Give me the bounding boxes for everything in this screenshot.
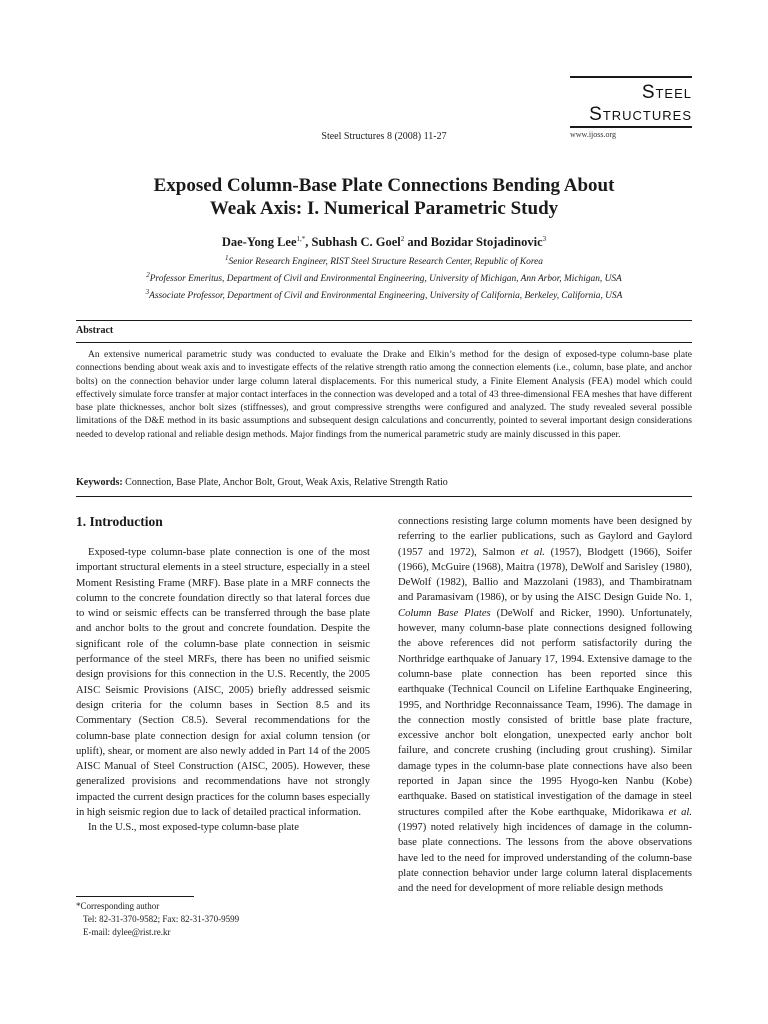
- keywords-label: Keywords:: [76, 477, 123, 488]
- author-1-sup: 1,*: [296, 235, 306, 243]
- title-line-1: Exposed Column-Base Plate Connections Bending About: [153, 175, 615, 196]
- logo-line-1: Steel: [641, 82, 692, 103]
- author-3-sup: 3: [542, 235, 547, 243]
- affiliation-1: [50, 252, 718, 269]
- title-line-2: Weak Axis: I. Numerical Parametric Study: [209, 198, 559, 219]
- affiliation-1-text: Senior Research Engineer, RIST Steel Structure Research Center, Republic of Korea: [228, 257, 543, 268]
- intro-paragraph-1: Exposed-type column-base plate connection is one of the most important structural elements in a steel structure, especially in a steel Moment Resisting Frame (MRF). Base plate in a MRF connects the column to the concrete foundation directly so that lateral forces due to wind or seismic effects can be transferred through the base plate and anchor bolts to the grout and concrete foundation. Despite the significant role of the column-base plate connection in seismic performance of the steel MRFs, there has been no unified seismic design provisions for this connection in the U.S. Recently, the 2005 AISC Seismic Provisions (AISC, 2005) briefly addressed seismic design criteria for the column bases in Section 8.5 and its Commentary (Section C8.5). Several recommendations for the column-base plate connection design for axial column tension (or uplift), shear, or moment are also newly added in Part 14 of the 2005 AISC Manual of Steel Construction (AISC, 2005). However, these generalized provisions and recommendations have not strongly impacted the current design practices for the column bases especially in high seismic region due to lack of detailed practical information.: [76, 547, 370, 819]
- intro-paragraph-continued: [398, 514, 692, 896]
- intro-right-column: [398, 514, 692, 896]
- footnote-phone: Tel: 82-31-370-9582; Fax: 82-31-370-9599: [83, 914, 240, 924]
- keywords-text: Connection, Base Plate, Anchor Bolt, Grout, Weak Axis, Relative Strength Ratio: [125, 477, 448, 488]
- author-sep-1: ,: [305, 235, 312, 250]
- author-sep-2: and: [404, 235, 431, 250]
- journal-logo: [570, 76, 692, 139]
- author-3: Bozidar Stojadinovic: [430, 235, 543, 250]
- intro-left-column: [76, 545, 370, 836]
- section-heading: 1. Introduction: [76, 514, 163, 529]
- author-1: Dae-Yong Lee: [221, 235, 297, 250]
- affiliation-2-sup: 2: [146, 271, 150, 280]
- footnote-corresponding: *Corresponding author: [76, 901, 160, 911]
- affiliation-3-text: Associate Professor, Department of Civil and Environmental Engineering, University of California, Berkeley, California, USA: [149, 291, 623, 302]
- intro-text-c: (DeWolf and Ricker, 1990). Unfortunately, however, many column-base plate connections designed following the above references did not perform satisfactorily during the Northridge earthquake of January 17, 1994. Extensive damage to the column-base plate connection has been reported since this earthquake (Technical Council on Lifeline Earthquake Engineering, 1995, and Northridge Reconnaissance Team, 1996). The damage in the connection mostly consisted of brittle base plate fracture, excessive anchor bolt elongation, unexpected early anchor bolt failure, and concrete crushing (including grout crushing). Similar damage types in the column-base plate connections have also been reported in Japan since the 1995 Hyogo-ken Nanbu (Kobe) earthquake. Based on statistical investigation of the damage in steel structures compiled after the Kobe earthquake, Midorikawa: [398, 607, 693, 818]
- footnote-rule: [76, 896, 194, 897]
- intro-text-b: (1957), Blodgett (1966), Soifer (1966), McGuire (1968), Maitra (1978), DeWolf and Sarisley (1980), DeWolf (1982), Ballio and Mazzolani (1983), and Thambiratnam and Paramasivam (1986), or by using the AISC Design Guide No. 1,: [398, 546, 692, 604]
- journal-reference: Steel Structures 8 (2008) 11-27: [321, 131, 447, 142]
- footnote-email[interactable]: E-mail: dylee@rist.re.kr: [83, 927, 171, 937]
- affiliations: [50, 252, 718, 303]
- journal-url[interactable]: www.ijoss.org: [570, 130, 617, 139]
- author-list: [70, 235, 698, 250]
- intro-paragraph-2: In the U.S., most exposed-type column-base plate: [88, 822, 299, 834]
- affiliation-3: [50, 286, 718, 303]
- intro-etal-1: et al.: [520, 546, 545, 558]
- intro-text-d: (1997) noted relatively high incidences of damage in the column-base plate connections. The lessons from the above observations have led to the need for improved understanding of the column-base plate connection behavior under large column lateral displacements and the need for development of more reliable design methods: [398, 821, 692, 895]
- logo-bottom-rule: [570, 126, 692, 128]
- keywords: [76, 477, 692, 488]
- paper-title: [70, 174, 698, 220]
- abstract-top-rule: [76, 320, 692, 321]
- intro-text-a: connections resisting large column moments have been designed by referring to the earlier publications, such as Gaylord and Gaylord (1957 and 1972), Salmon: [398, 516, 692, 558]
- intro-etal-2: et al.: [668, 806, 692, 818]
- affiliation-2: [50, 269, 718, 286]
- author-2: Subhash C. Goel: [311, 235, 401, 250]
- author-2-sup: 2: [400, 235, 405, 243]
- abstract-heading-rule: [76, 342, 692, 343]
- affiliation-2-text: Professor Emeritus, Department of Civil and Environmental Engineering, University of Michigan, Ann Arbor, Michigan, USA: [149, 274, 622, 285]
- abstract-body: An extensive numerical parametric study was conducted to evaluate the Drake and Elkin’s method for the design of exposed-type column-base plate connections bending about weak axis and to investigate effects of the relative strength ratio among the connection elements (i.e., column, base plate, and anchor bolts) on the connection behavior under large column lateral displacements. For this numerical study, a Finite Element Analysis (FEA) model which could effectively simulate force transfer at major contact interfaces in the connection was developed and a total of 43 three-dimensional FEA meshes that have different base plate thicknesses, anchor bolt sizes (stiffnesses), and grout compressive strengths were configured and analyzed. The study revealed several possible limitations of the D&E method in its basic assumptions and subsequent design calculations and concurrently, pointed to several important design considerations needed to develop rational and reliable design methods. Major findings from the numerical parametric study are mainly discussed in this paper.: [76, 350, 692, 440]
- logo-top-rule: [570, 76, 692, 78]
- affiliation-1-sup: 1: [224, 254, 229, 262]
- intro-guide-title: Column Base Plates: [398, 607, 491, 619]
- affiliation-3-sup: 3: [145, 288, 150, 297]
- keywords-rule: [76, 496, 692, 497]
- abstract-heading: Abstract: [76, 325, 114, 336]
- logo-line-2: Structures: [589, 104, 692, 125]
- footnote: [76, 900, 370, 939]
